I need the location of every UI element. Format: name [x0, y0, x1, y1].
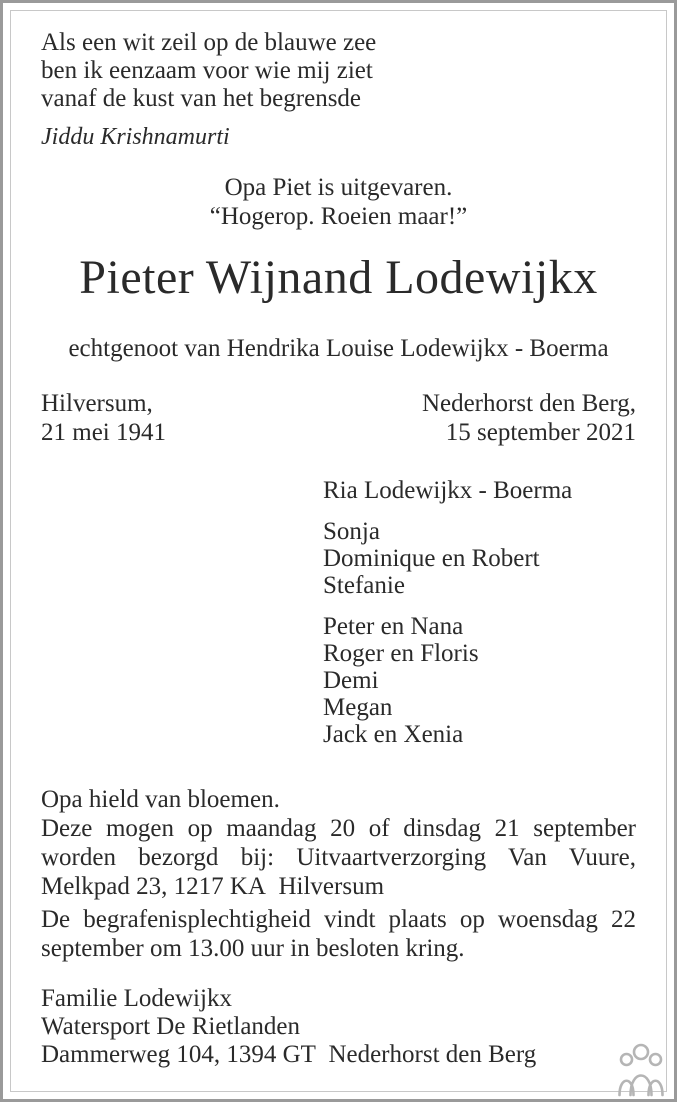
- death-place: Nederhorst den Berg,: [421, 390, 636, 417]
- poem-line: ben ik eenzaam voor wie mij ziet: [41, 57, 373, 84]
- grandchild-name: Demi: [323, 667, 379, 694]
- spouse-group: [323, 477, 572, 504]
- child-name: Sonja: [323, 518, 380, 545]
- poem-author: Jiddu Krishnamurti: [41, 124, 230, 150]
- family-names-list: [323, 477, 572, 748]
- grandchildren-group: [323, 613, 572, 748]
- poem-line: Als een wit zeil op de blauwe zee: [41, 29, 377, 56]
- grandchild-name: Megan: [323, 694, 393, 721]
- family-people-icon: [617, 1043, 665, 1097]
- child-name: Dominique en Robert: [323, 545, 540, 572]
- death-place-date: [422, 389, 636, 447]
- ceremony-paragraph: De begrafenisplechtigheid vindt plaats op woensdag 22 september om 13.00 uur in besloten kring.: [41, 906, 636, 962]
- birth-place-date: [41, 389, 166, 447]
- poem-line: vanaf de kust van het begrensde: [41, 85, 362, 112]
- opening-line: “Hogerop. Roeien maar!”: [209, 203, 468, 230]
- death-date: 15 september 2021: [445, 419, 636, 446]
- footer-location-line: Watersport De Rietlanden: [41, 1013, 301, 1040]
- grandchild-name: Jack en Xenia: [323, 721, 464, 748]
- footer-street-line: Dammerweg 104, 1394 GT Nederhorst den Berg: [41, 1041, 537, 1068]
- flowers-paragraph: [41, 785, 636, 901]
- spouse-relation-line: echtgenoot van Hendrika Louise Lodewijkx - Boerma: [68, 335, 609, 362]
- birth-death-row: [41, 389, 636, 447]
- opening-line: Opa Piet is uitgevaren.: [224, 174, 453, 201]
- grandchild-name: Peter en Nana: [323, 613, 464, 640]
- birth-place: Hilversum,: [41, 390, 153, 417]
- opening-lines: [3, 173, 674, 231]
- deceased-name: Pieter Wijnand Lodewijkx: [79, 251, 598, 304]
- poem: [41, 29, 376, 151]
- footer-address: [41, 985, 536, 1069]
- grandchild-name: Roger en Floris: [323, 640, 479, 667]
- flowers-delivery-text: Deze mogen op maandag 20 of dinsdag 21 september worden bezorgd bij: Uitvaartverzorging Van Vuure, Melkpad 23, 1217 KA Hilversum: [41, 815, 636, 900]
- child-name: Stefanie: [323, 572, 405, 599]
- flowers-intro-line: Opa hield van bloemen.: [41, 786, 280, 813]
- footer-family-line: Familie Lodewijkx: [41, 985, 232, 1012]
- children-group: [323, 518, 572, 599]
- birth-date: 21 mei 1941: [41, 419, 166, 446]
- spouse-name: Ria Lodewijkx - Boerma: [323, 477, 573, 504]
